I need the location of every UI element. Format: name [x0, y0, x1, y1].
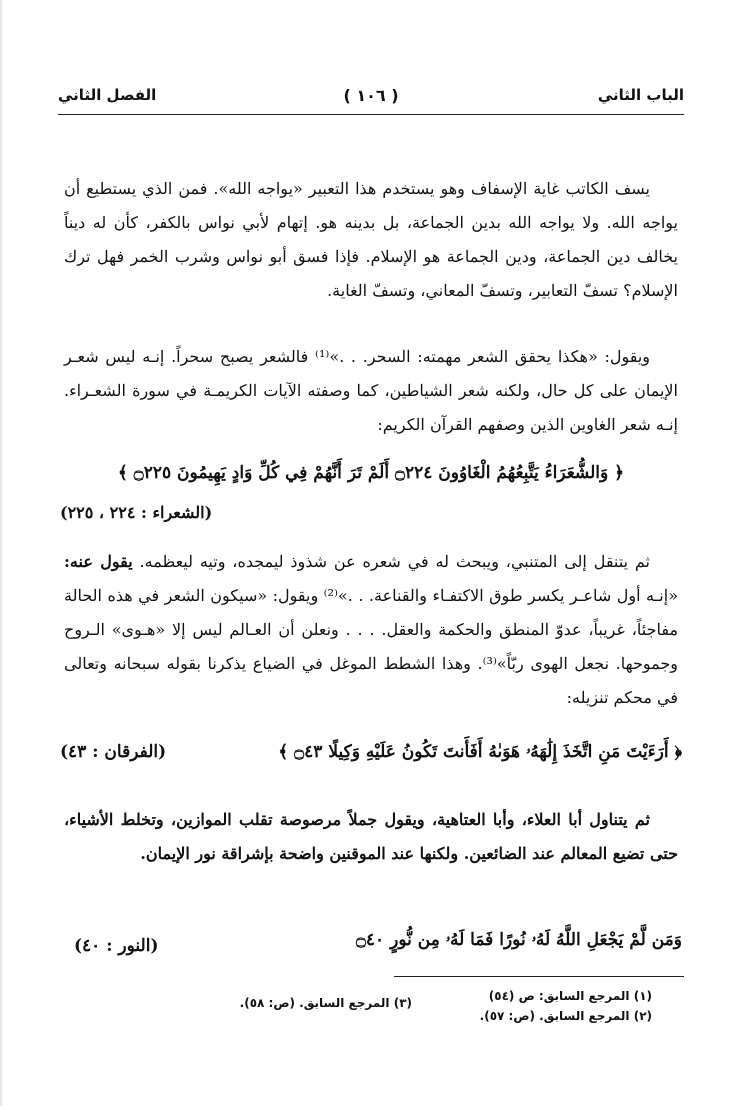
verse-reference-ashuara: (الشعراء : ٢٢٤ ، ٢٢٥): [60, 503, 213, 522]
paragraph-4: ثم يتناول أبا العلاء، وأبا العتاهية، ويقول جملاً مرصوصة تقلب الموازين، وتخلط الأشياء، حتى تضيع المعالم عند الضائعين. ولكنها عند الموقنين واضحة بإشراقة نور الإيمان.: [64, 810, 678, 863]
footnote-1: (١) المرجع السابق: ص (٥٤): [488, 989, 652, 1003]
header-divider: [58, 114, 684, 115]
quran-verse-annur: وَمَن لَّمْ يَجْعَلِ اللَّهُ لَهُۥ نُورًا فَمَا لَهُۥ مِن نُّورٍ ۝٤٠: [355, 930, 682, 950]
verse-reference-alfurqan: (الفرقان : ٤٣): [60, 742, 167, 762]
paragraph-3: [64, 545, 678, 715]
scan-edge: [0, 0, 2, 1106]
footnote-divider: [394, 976, 684, 977]
section-title: الفصل الثاني: [58, 86, 157, 104]
quran-verse-alfurqan: ﴿ أَرَءَيْتَ مَنِ اتَّخَذَ إِلَٰهَهُۥ هَوَىٰهُ أَفَأَنتَ تَكُونُ عَلَيْهِ وَكِيلًا ۝٤٣ ﴾: [278, 742, 682, 762]
quran-verse-ashuara: ﴿ وَالشُّعَرَاءُ يَتَّبِعُهُمُ الْغَاوُونَ ۝٢٢٤ أَلَمْ تَرَ أَنَّهُمْ فِي كُلِّ وَادٍ يَهِيمُونَ ۝٢٢٥ ﴾: [117, 463, 625, 483]
paragraph-3-intro: ثم يتنقل إلى المتنبي، ويبحث له في شعره عن شذوذ ليمجده، وتيه ليعظمه.: [139, 552, 651, 571]
page-number: ( ١٠٦ ): [343, 86, 399, 105]
footnote-2: (٢) المرجع السابق. (ص: ٥٧).: [479, 1009, 652, 1023]
paragraph-3-label: يقول عنه:: [64, 552, 133, 571]
paragraph-3-quote: «إنـه أول شاعـر يكسر طوق الاكتفـاء والقناعة. . .»⁽²⁾ ويقول: «سيكون الشعر في هذه الحالة مفاجئاً، غريباً، عدوّ المنطق والحكمة والعقل. . . . ونعلن أن العـالم ليس إلا «هـوى» الـروح وجموحها. نجعل الهوى ربّاً»⁽³⁾. وهذا الشطط الموغل في الضياع يذكرنا بقوله سبحانه وتعالى في محكم تنزيله:: [64, 586, 678, 707]
paragraph-2: ويقول: «هكذا يحقق الشعر مهمته: السحر. . .»⁽¹⁾ فالشعر يصبح سحراً. إنـه ليس شعـر الإيمان على كل حال، ولكنه شعر الشياطين، كما وصفته الآيات الكريمـة في سورة الشعـراء. إنـه شعر الغاوين الذين وصفهم القرآن الكريم:: [64, 347, 678, 434]
footnote-3: (٣) المرجع السابق. (ص: ٥٨).: [239, 996, 412, 1010]
verse-reference-annur: (النور : ٤٠): [74, 936, 159, 956]
page-header: [58, 86, 684, 112]
paragraph-1: يسف الكاتب غاية الإسفاف وهو يستخدم هذا التعبير «يواجه الله». فمن الذي يستطيع أن يواجه الله. ولا يواجه الله بدين الجماعة، بل بدينه هو. إتهام لأبي نواس بالكفر، كأن له ديناً يخالف دين الجماعة، ودين الجماعة هو الإسلام. فإذا فسق أبو نواس وشرب الخمر فهل ترك الإسلام؟ تسفّ التعابير، وتسفّ المعاني، وتسفّ الغاية.: [64, 179, 678, 300]
chapter-title: الباب الثاني: [597, 86, 684, 104]
